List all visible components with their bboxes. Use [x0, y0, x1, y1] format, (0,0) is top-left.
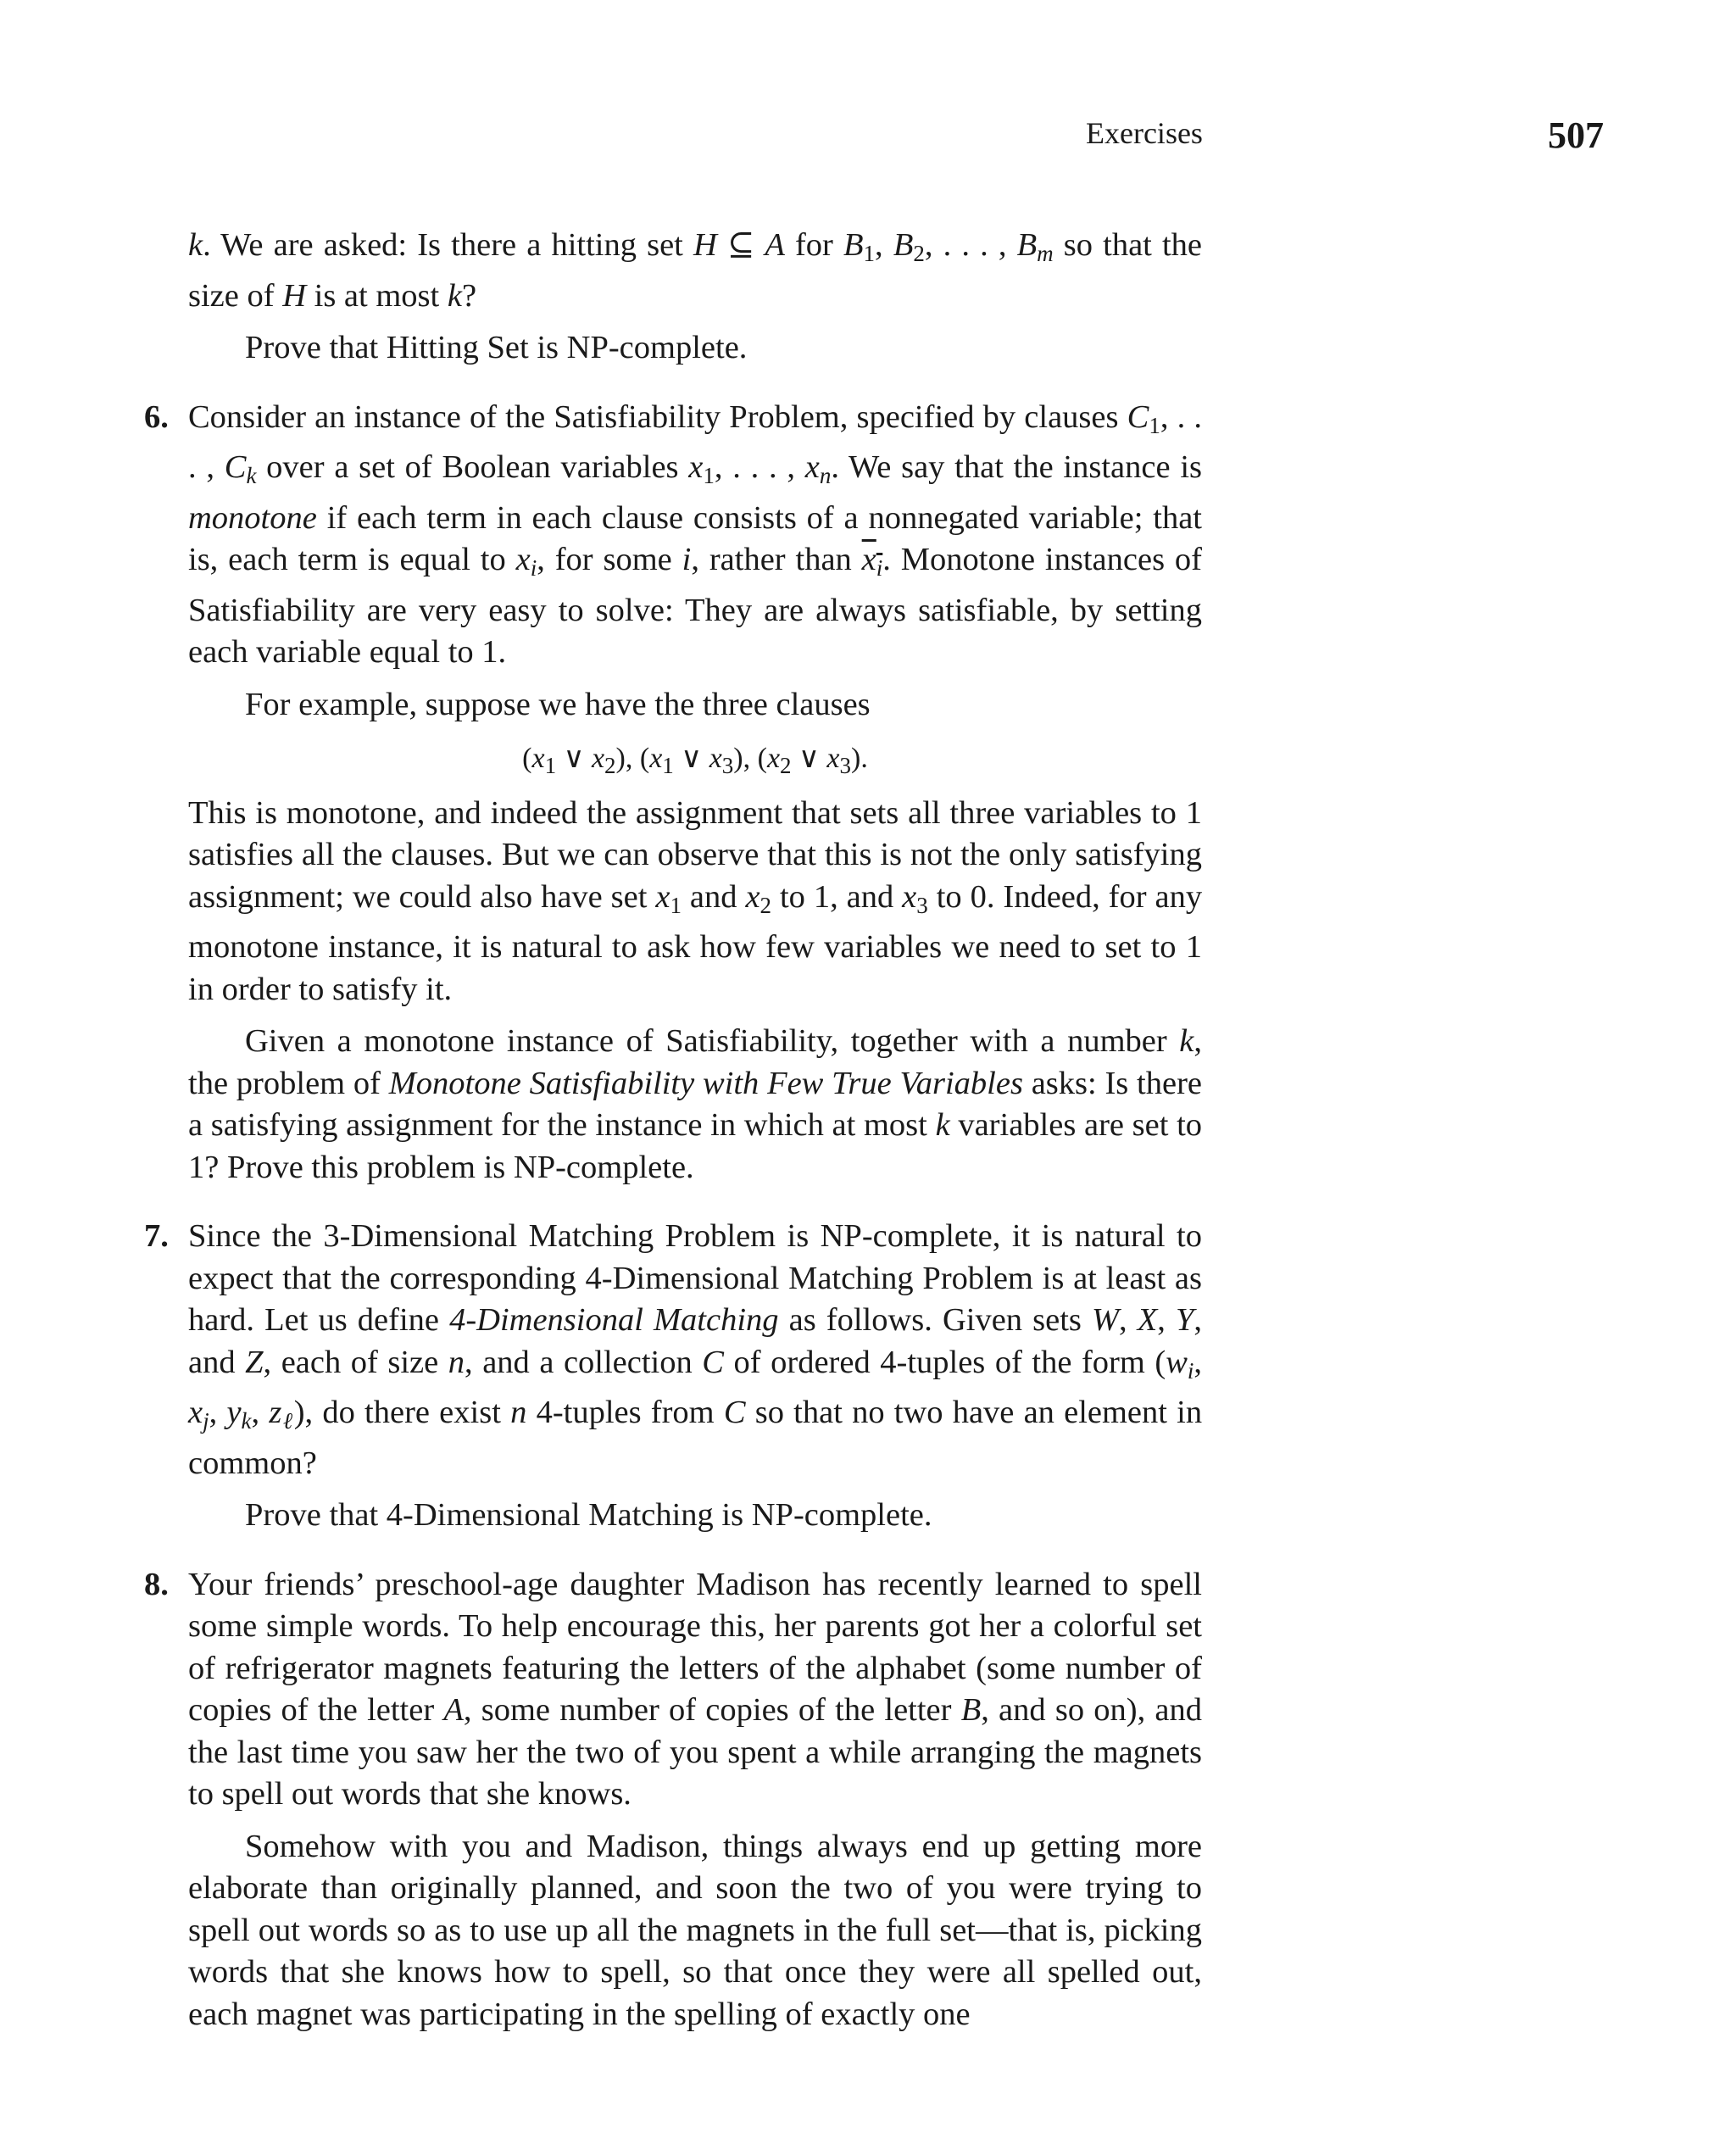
exercise-paragraph: Consider an instance of the Satisfiability Problem, specified by clauses C1, . . . , $C_k$ over a set of Boolean variables x1, . . . , $x_n$. We say that the instance is monotone if each term in each clause consists of a nonnegated variable; that is, each term is equal to $x_i$, for some i, rather than $x_i$. Monotone instances of Satisfiability are very easy to solve: They are always satisfiable, by setting each variable equal to 1.	[188, 398, 1203, 670]
exercise-paragraph: Your friends’ preschool-age daughter Madison has recently learned to spell some simple words. To help encourage this, her parents got her a colorful set of refrigerator magnets featuring the letters of the alphabet (some number of copies of the letter A, some number of copies of the letter B, and so on), and the last time you saw her the two of you spent a while arranging the magnets to spell out words that she knows.	[188, 1566, 1203, 1812]
exercise-paragraph: This is monotone, and indeed the assignment that sets all three variables to 1 satisfies all the clauses. But we can observe that this is not the only satisfying assignment; we could also have set x1 and x2 to 1, and x3 to 0. Indeed, for any monotone instance, it is natural to ask how few variables we need to set to 1 in order to satisfy it.	[188, 794, 1203, 1007]
page-number: 507	[1548, 114, 1604, 156]
exercise-paragraph: Prove that 4-Dimensional Matching is NP-complete.	[245, 1497, 932, 1533]
exercise-8	[144, 1564, 1203, 2036]
display-equation: ($x_1$ ∨ $x_2$), ($x_1$ ∨ $x_3$), ($x_2$ ∨ $x_3$).	[522, 743, 868, 778]
exercise-7	[144, 1216, 1203, 1537]
page-body	[144, 225, 1203, 2035]
exercise-number: 8.	[144, 1566, 169, 1602]
exercise-number: 7.	[144, 1218, 169, 1254]
exercise-paragraph: Given a monotone instance of Satisfiability, together with a number k, the problem of Monotone Satisfiability with Few True Variables asks: Is there a satisfying assignment for the instance in which at most k variables are set to 1? Prove this problem is NP-complete.	[188, 1023, 1203, 1185]
exercise-paragraph: Since the 3-Dimensional Matching Problem is NP-complete, it is natural to expect that the corresponding 4-Dimensional Matching Problem is at least as hard. Let us define 4-Dimensional Matching as follows. Given sets W, X, Y, and Z, each of size n, and a collection C of ordered 4-tuples of the form ($w_i$, $x_j$, $y_k$, $z_\ell$), do there exist n 4-tuples from C so that no two have an element in common?	[188, 1218, 1203, 1481]
exercise-6	[144, 397, 1203, 1189]
running-header: Exercises	[1086, 116, 1203, 150]
exercise-number: 6.	[144, 398, 169, 435]
continuation-prove: Prove that Hitting Set is NP-complete.	[245, 330, 748, 365]
continuation-paragraph: k. We are asked: Is there a hitting set H ⊆ A for B1, B2, . . . , $B_m$ so that the size of H is at most k?	[188, 227, 1203, 314]
exercise-paragraph: Somehow with you and Madison, things always end up getting more elaborate than originally planned, and soon the two of you were trying to spell out words so as to use up all the magnets in the full set—that is, picking words that she knows how to spell, so that once they were all spelled out, each magnet was participating in the spelling of exactly one	[188, 1828, 1202, 2032]
exercise-paragraph: For example, suppose we have the three clauses	[245, 686, 871, 722]
